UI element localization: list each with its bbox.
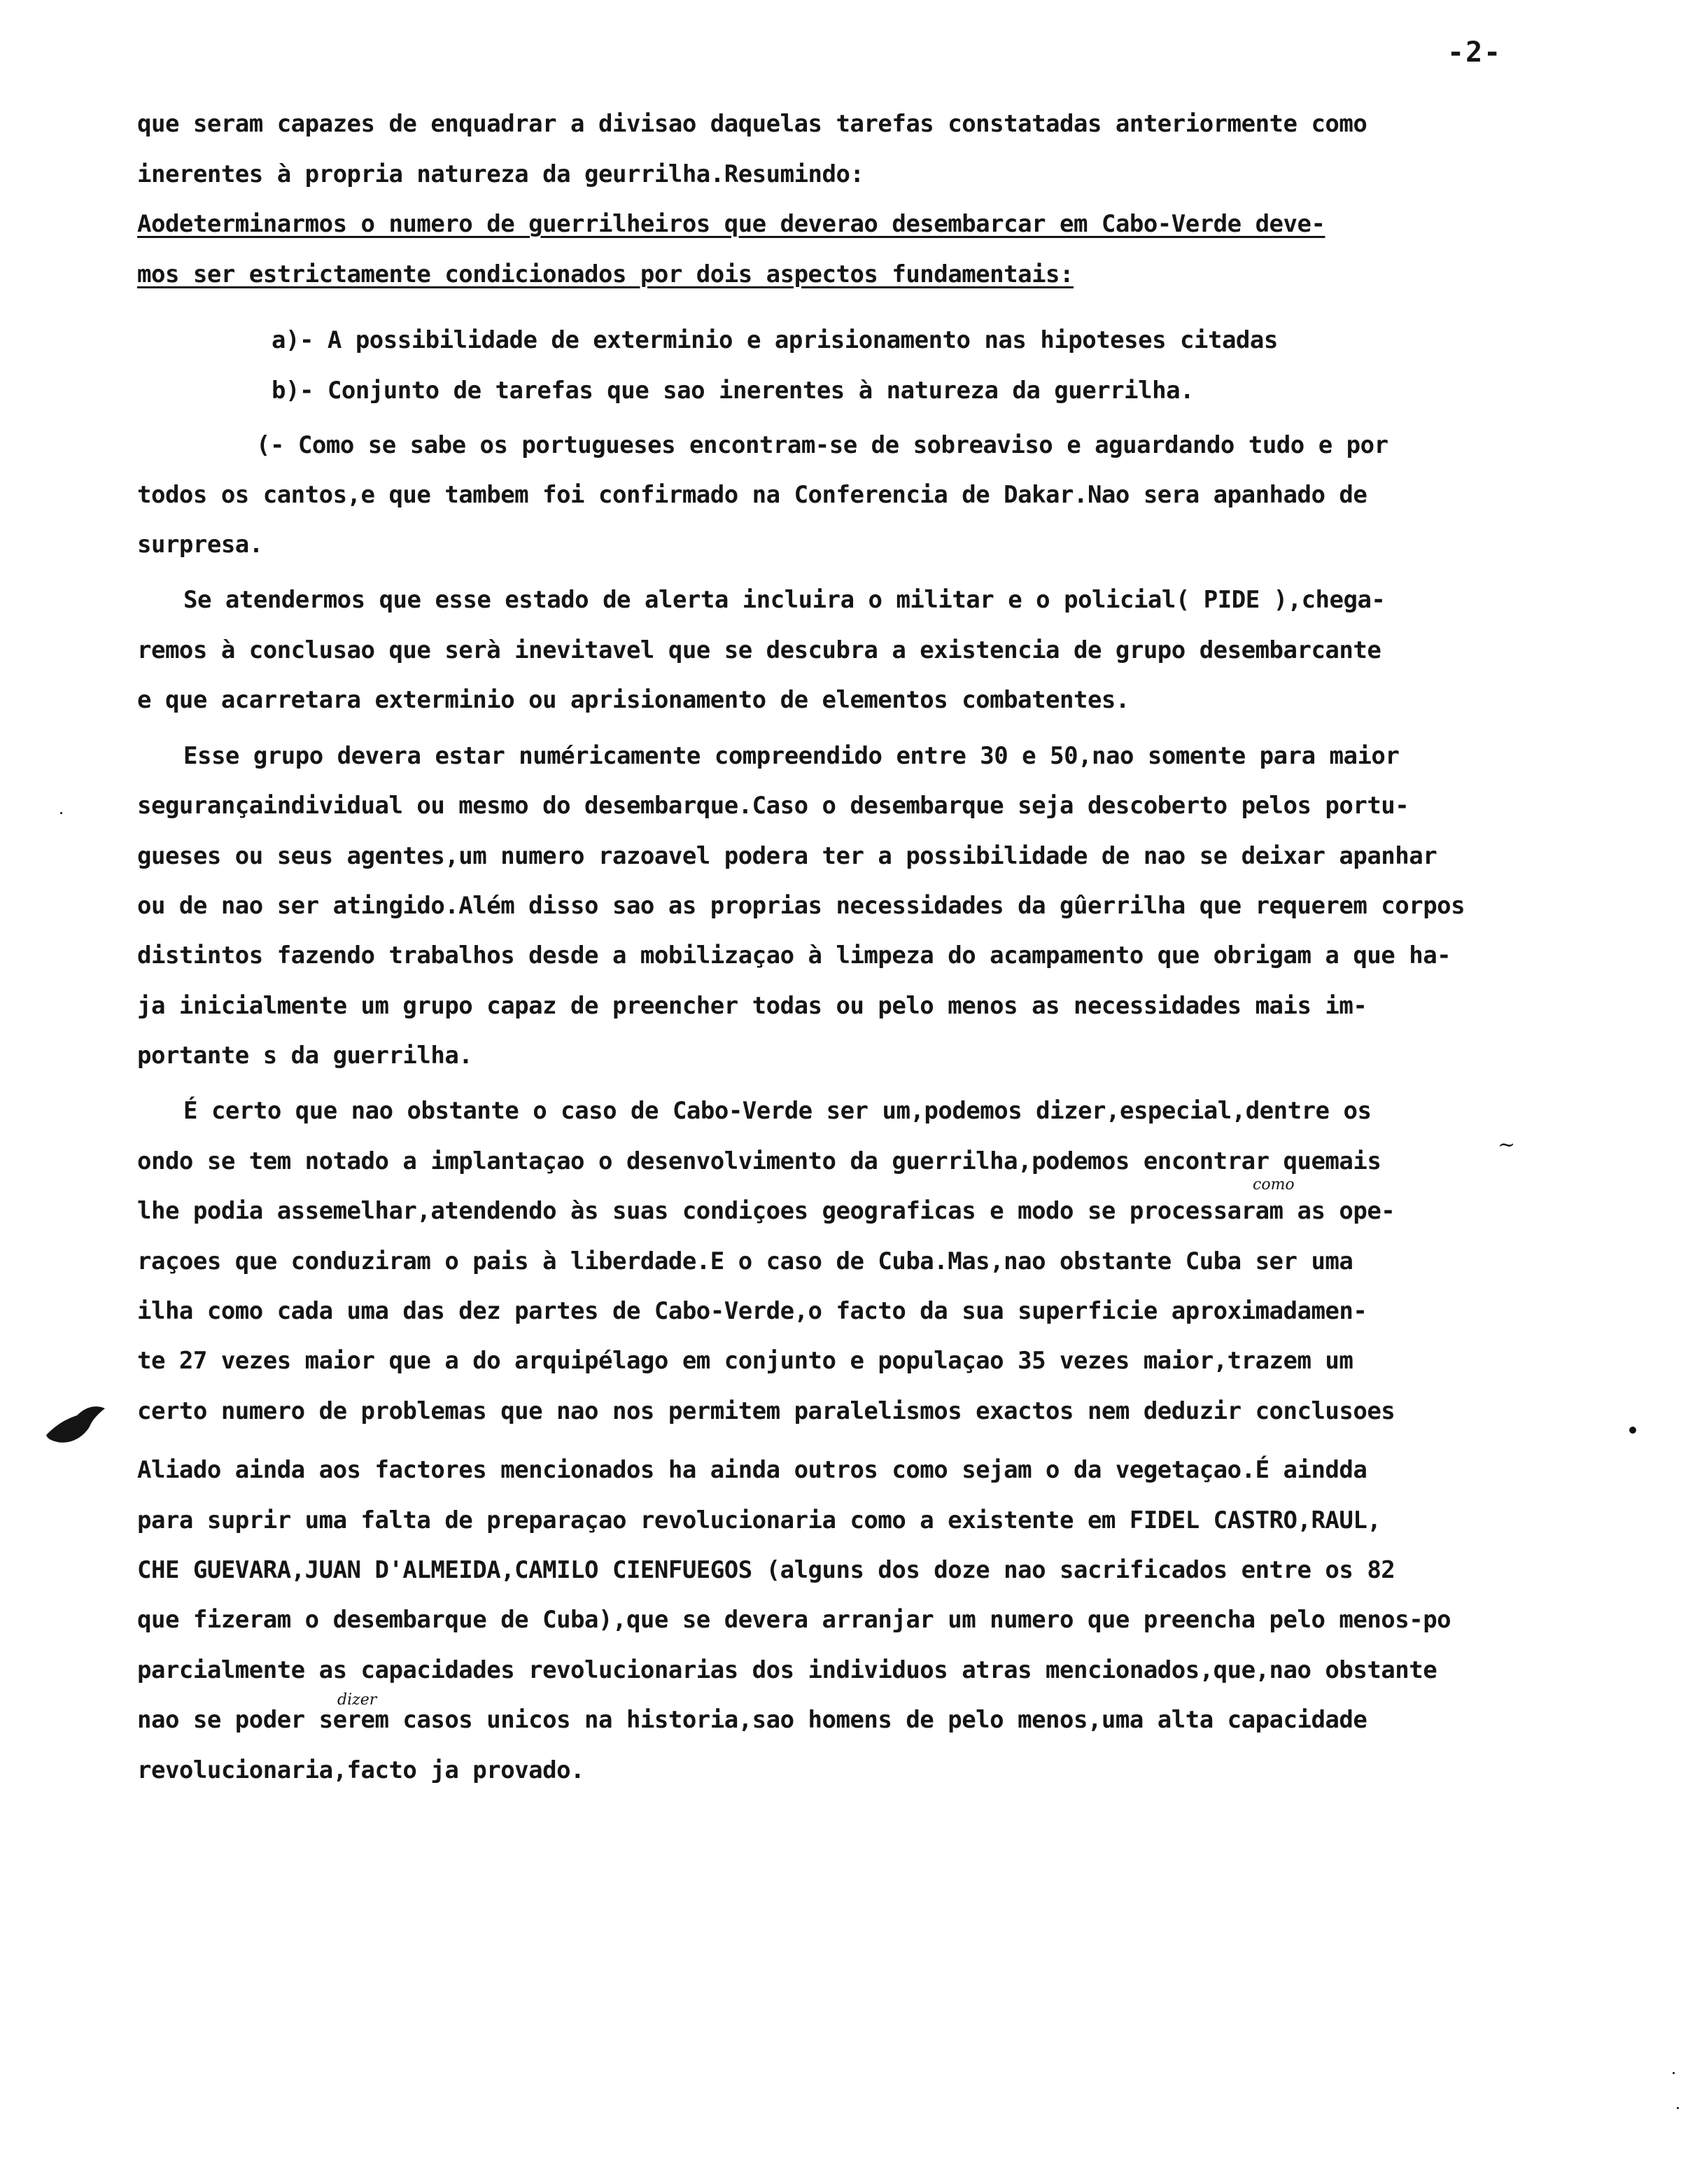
text-line: parcialmente as capacidades revolucionarias dos individuos atras mencionados,que,nao obstante bbox=[137, 1656, 1437, 1684]
text-line: CHE GUEVARA,JUAN D'ALMEIDA,CAMILO CIENFUEGOS (alguns dos doze nao sacrificados entre os 82 bbox=[137, 1556, 1395, 1584]
ink-speck bbox=[1677, 2107, 1679, 2109]
text-line-underlined: mos ser estrictamente condicionados por dois aspectos fundamentais: bbox=[137, 260, 1074, 288]
text-line: certo numero de problemas que nao nos permitem paralelismos exactos nem deduzir conclusoes bbox=[137, 1397, 1395, 1425]
text-line: surpresa. bbox=[137, 531, 263, 559]
handwritten-tilde-mark: ~ bbox=[1498, 1133, 1516, 1157]
text-line-underlined: Aodeterminarmos o numero de guerrilheiros que deverao desembarcar em Cabo-Verde deve- bbox=[137, 210, 1325, 238]
text-line: distintos fazendo trabalhos desde a mobilizaçao à limpeza do acampamento que obrigam a que ha- bbox=[137, 941, 1451, 969]
page-number: -2- bbox=[1447, 36, 1503, 69]
ink-speck bbox=[1673, 2072, 1675, 2074]
text-line: portante s da guerrilha. bbox=[137, 1042, 473, 1070]
text-line: ou de nao ser atingido.Além disso sao as proprias necessidades da gûerrilha que requerem corpos bbox=[137, 892, 1465, 920]
text-line: e que acarretara exterminio ou aprisionamento de elementos combatentes. bbox=[137, 686, 1130, 714]
text-line: ondo se tem notado a implantaçao o desenvolvimento da guerrilha,podemos encontrar quemais bbox=[137, 1147, 1381, 1175]
text-line: gueses ou seus agentes,um numero razoavel podera ter a possibilidade de nao se deixar apanhar bbox=[137, 842, 1437, 870]
text-line: lhe podia assemelhar,atendendo às suas condiçoes geograficas e modo se processaram as ope- bbox=[137, 1197, 1395, 1225]
handwritten-annotation: dizer bbox=[337, 1691, 377, 1709]
text-line: Se atendermos que esse estado de alerta incluira o militar e o policial( PIDE ),chega- bbox=[183, 586, 1386, 614]
handwritten-annotation: como bbox=[1253, 1176, 1295, 1194]
text-line: (- Como se sabe os portugueses encontram-se de sobreaviso e aguardando tudo e por bbox=[256, 431, 1388, 459]
ink-speck bbox=[60, 812, 62, 814]
text-line: te 27 vezes maior que a do arquipélago em conjunto e populaçao 35 vezes maior,trazem um bbox=[137, 1347, 1353, 1375]
ink-blot bbox=[43, 1400, 111, 1456]
text-line: raçoes que conduziram o pais à liberdade.E o caso de Cuba.Mas,nao obstante Cuba ser uma bbox=[137, 1247, 1353, 1275]
text-line: que fizeram o desembarque de Cuba),que se devera arranjar um numero que preencha pelo menos-po bbox=[137, 1606, 1451, 1634]
text-line: para suprir uma falta de preparaçao revolucionaria como a existente em FIDEL CASTRO,RAUL, bbox=[137, 1506, 1381, 1534]
text-line: ilha como cada uma das dez partes de Cabo-Verde,o facto da sua superficie aproximadamen- bbox=[137, 1297, 1367, 1325]
text-line: todos os cantos,e que tambem foi confirmado na Conferencia de Dakar.Nao sera apanhado de bbox=[137, 481, 1367, 509]
text-line: que seram capazes de enquadrar a divisao daquelas tarefas constatadas anteriormente como bbox=[137, 110, 1367, 138]
text-line: remos à conclusao que serà inevitavel que se descubra a existencia de grupo desembarcante bbox=[137, 636, 1381, 664]
text-line: nao se poder serem casos unicos na historia,sao homens de pelo menos,uma alta capacidade bbox=[137, 1706, 1367, 1734]
list-item-a: a)- A possibilidade de exterminio e aprisionamento nas hipoteses citadas bbox=[272, 326, 1278, 354]
text-line: revolucionaria,facto ja provado. bbox=[137, 1756, 585, 1784]
ink-speck bbox=[1629, 1427, 1636, 1434]
text-line: inerentes à propria natureza da geurrilha.Resumindo: bbox=[137, 160, 864, 188]
list-item-b: b)- Conjunto de tarefas que sao inerentes à natureza da guerrilha. bbox=[272, 377, 1195, 405]
text-line: segurançaindividual ou mesmo do desembarque.Caso o desembarque seja descoberto pelos portu- bbox=[137, 792, 1409, 820]
text-line: Esse grupo devera estar numéricamente compreendido entre 30 e 50,nao somente para maior bbox=[183, 742, 1400, 770]
text-line: Aliado ainda aos factores mencionados ha ainda outros como sejam o da vegetaçao.É aindda bbox=[137, 1456, 1367, 1484]
text-line: É certo que nao obstante o caso de Cabo-Verde ser um,podemos dizer,especial,dentre os bbox=[183, 1097, 1372, 1125]
text-line: ja inicialmente um grupo capaz de preencher todas ou pelo menos as necessidades mais im- bbox=[137, 992, 1367, 1020]
